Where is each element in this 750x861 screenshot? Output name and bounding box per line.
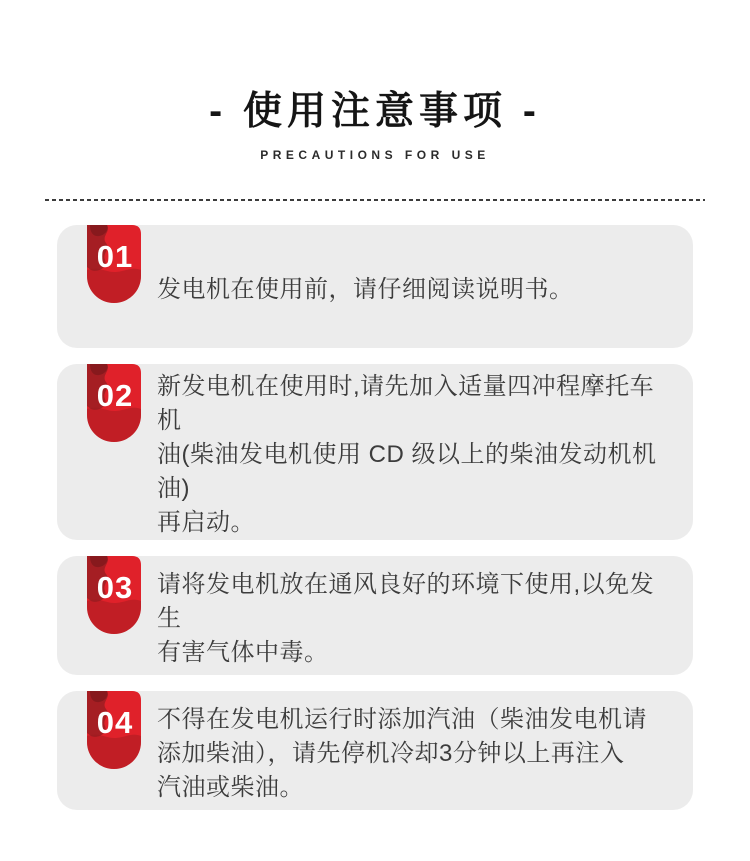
text-line: 发电机在使用前，请仔细阅读说明书。 xyxy=(157,275,574,303)
precaution-text xyxy=(157,273,574,307)
precaution-text xyxy=(157,703,647,805)
text-line: 油(柴油发电机使用 CD 级以上的柴油发动机机油) xyxy=(157,441,657,502)
precaution-card-4 xyxy=(57,691,693,810)
precaution-text xyxy=(157,568,665,670)
precaution-card-list xyxy=(57,225,693,810)
section-subtitle: PRECAUTIONS FOR USE xyxy=(260,148,490,162)
text-line: 再启动。 xyxy=(157,509,255,536)
step-number: 04 xyxy=(96,705,134,740)
text-line: 有害气体中毒。 xyxy=(157,638,329,666)
step-number-badge xyxy=(87,364,141,442)
section-header xyxy=(0,0,750,162)
step-number: 03 xyxy=(96,570,134,605)
step-number: 01 xyxy=(96,239,134,274)
section-title: - 使用注意事项 - xyxy=(209,90,541,133)
precaution-card-1 xyxy=(57,225,693,348)
step-number-badge xyxy=(87,556,141,634)
step-number-badge xyxy=(87,691,141,769)
step-number-badge xyxy=(87,225,141,303)
precaution-card-2 xyxy=(57,364,693,540)
text-line: 请将发电机放在通风良好的环境下使用,以免发生 xyxy=(157,570,655,632)
precaution-text xyxy=(157,370,665,540)
text-line: 不得在发电机运行时添加汽油（柴油发电机请 xyxy=(157,705,647,733)
precaution-card-3 xyxy=(57,556,693,675)
step-number: 02 xyxy=(96,378,134,413)
text-line: 汽油或柴油。 xyxy=(157,773,304,801)
text-line: 添加柴油），请先停机冷却3分钟以上再注入 xyxy=(157,739,625,767)
text-line: 新发电机在使用时,请先加入适量四冲程摩托车机 xyxy=(157,373,655,434)
dashed-divider xyxy=(45,199,705,201)
